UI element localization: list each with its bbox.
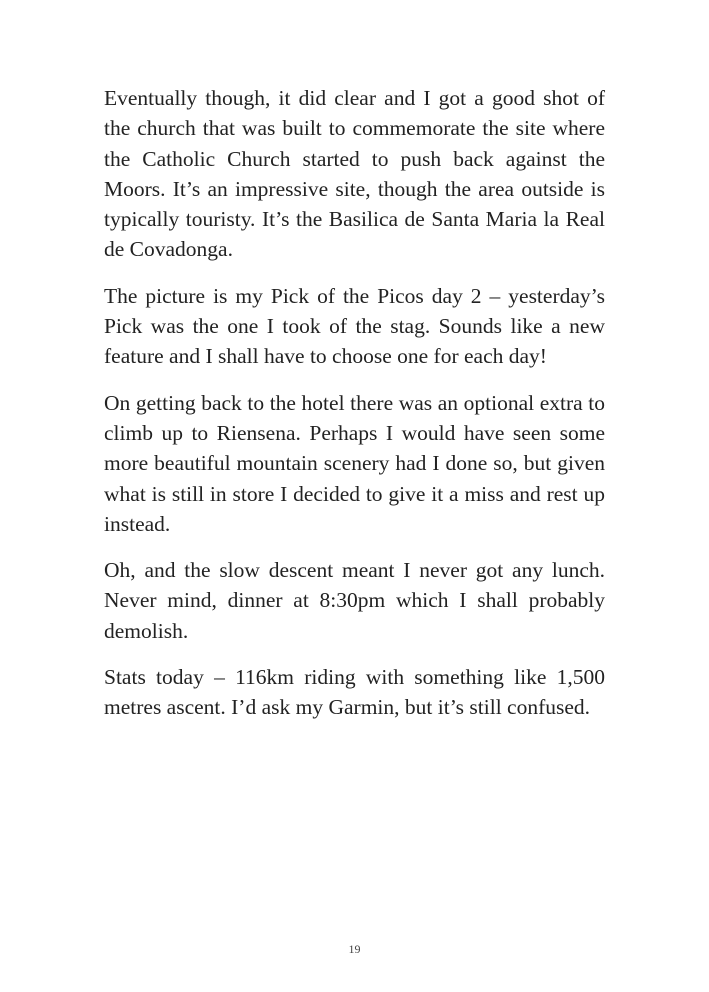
paragraph-pick-of-picos: The picture is my Pick of the Picos day 2 – yesterday’s Pick was the one I took of the stag. Sounds like a new feature and I shall have to choose one for each day! [104, 283, 605, 369]
paragraph-lunch: Oh, and the slow descent meant I never got any lunch. Never mind, dinner at 8:30pm which I shall probably demolish. [104, 558, 605, 643]
paragraph-riensena: On getting back to the hotel there was an optional extra to climb up to Riensena. Perhaps I would have seen some more beautiful mountain scenery had I done so, but given what is still in store I decided to give it a miss and rest up instead. [104, 390, 605, 536]
page-body [104, 83, 605, 739]
paragraph-stats: Stats today – 116km riding with something like 1,500 metres ascent. I’d ask my Garmin, but it’s still confused. [104, 665, 605, 720]
page-number: 19 [348, 942, 361, 956]
paragraph-church: Eventually though, it did clear and I got a good shot of the church that was built to commemorate the site where the Catholic Church started to push back against the Moors. It’s an impressive site, though the area outside is typically touristy. It’s the Basilica de Santa Maria la Real de Covadonga. [104, 86, 605, 262]
